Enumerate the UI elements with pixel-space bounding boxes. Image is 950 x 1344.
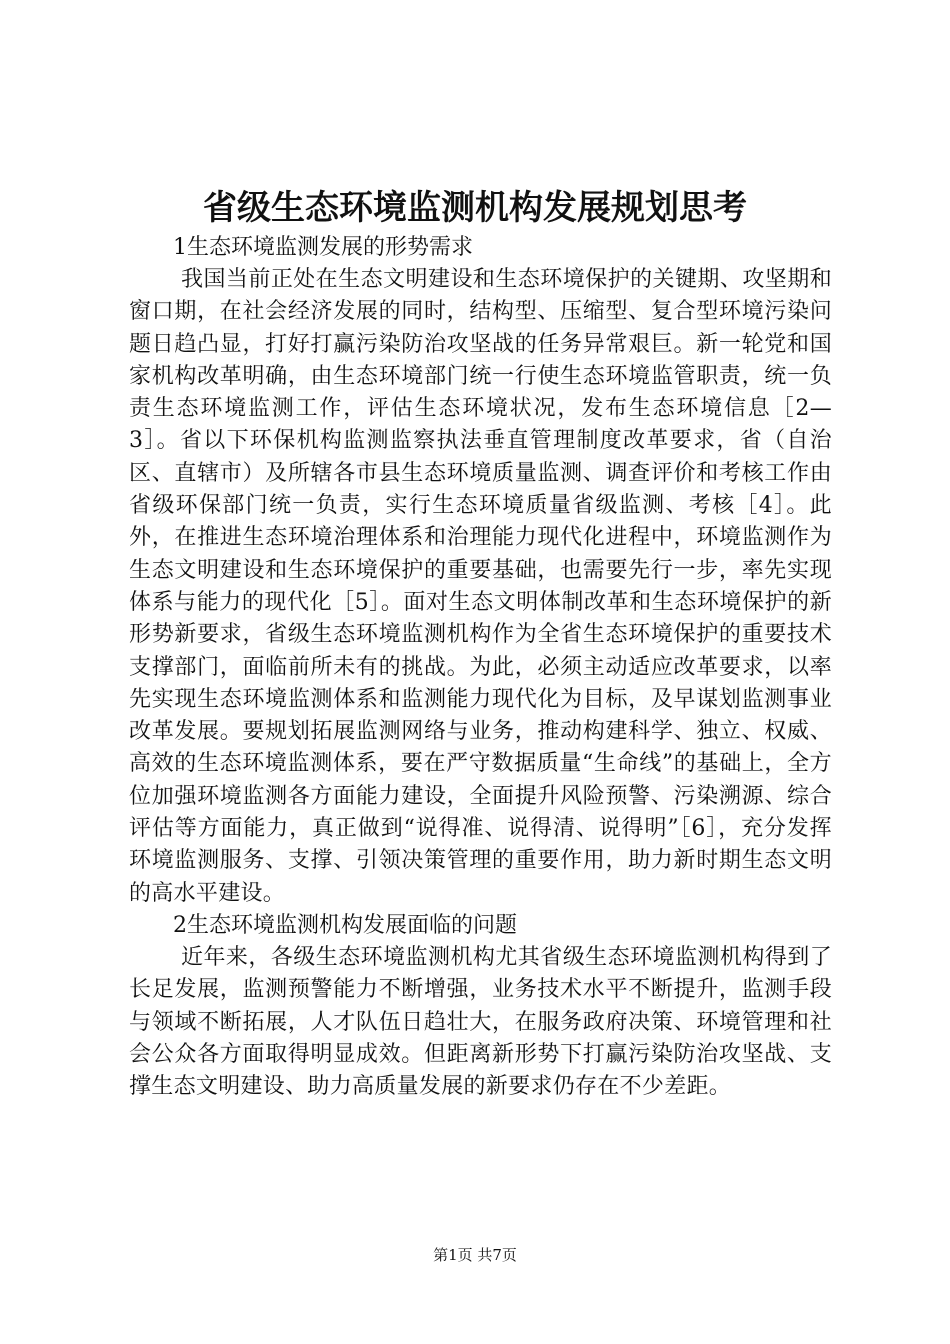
section-1-paragraph: 我国当前正处在生态文明建设和生态环境保护的关键期、攻坚期和窗口期，在社会经济发展的同时，结构型、压缩型、复合型环境污染问题日趋凸显，打好打赢污染防治攻坚战的任务异常艰巨。新一轮党和国家机构改革明确，由生态环境部门统一行使生态环境监管职责，统一负责生态环境监测工作，评估生态环境状况，发布生态环境信息［2—3］。省以下环保机构监测监察执法垂直管理制度改革要求，省（自治区、直辖市）及所辖各市县生态环境质量监测、调查评价和考核工作由省级环保部门统一负责，实行生态环境质量省级监测、考核［4］。此外，在推进生态环境治理体系和治理能力现代化进程中，环境监测作为生态文明建设和生态环境保护的重要基础，也需要先行一步，率先实现体系与能力的现代化［5］。面对生态文明体制改革和生态环境保护的新形势新要求，省级生态环境监测机构作为全省生态环境保护的重要技术支撑部门，面临前所未有的挑战。为此，必须主动适应改革要求，以率先实现生态环境监测体系和监测能力现代化为目标，及早谋划监测事业改革发展。要规划拓展监测网络与业务，推动构建科学、独立、权威、高效的生态环境监测体系，要在严守数据质量“生命线”的基础上，全方位加强环境监测各方面能力建设，全面提升风险预警、污染溯源、综合评估等方面能力，真正做到“说得准、说得清、说得明”［6］，充分发挥环境监测服务、支撑、引领决策管理的重要作用，助力新时期生态文明的高水平建设。 — [129, 267, 832, 906]
section-2-paragraph: 近年来，各级生态环境监测机构尤其省级生态环境监测机构得到了长足发展，监测预警能力不断增强，业务技术水平不断提升，监测手段与领域不断拓展，人才队伍日趋壮大，在服务政府决策、环境管理和社会公众各方面取得明显成效。但距离新形势下打赢污染防治攻坚战、支撑生态文明建设、助力高质量发展的新要求仍存在不少差距。 — [129, 944, 832, 1100]
page-footer: 第1页 共7页 — [433, 1246, 517, 1264]
section-1-heading: 1生态环境监测发展的形势需求 — [173, 235, 473, 260]
document-body — [129, 232, 832, 1103]
section-2-heading: 2生态环境监测机构发展面临的问题 — [173, 912, 517, 938]
document-title: 省级生态环境监测机构发展规划思考 — [203, 188, 747, 228]
